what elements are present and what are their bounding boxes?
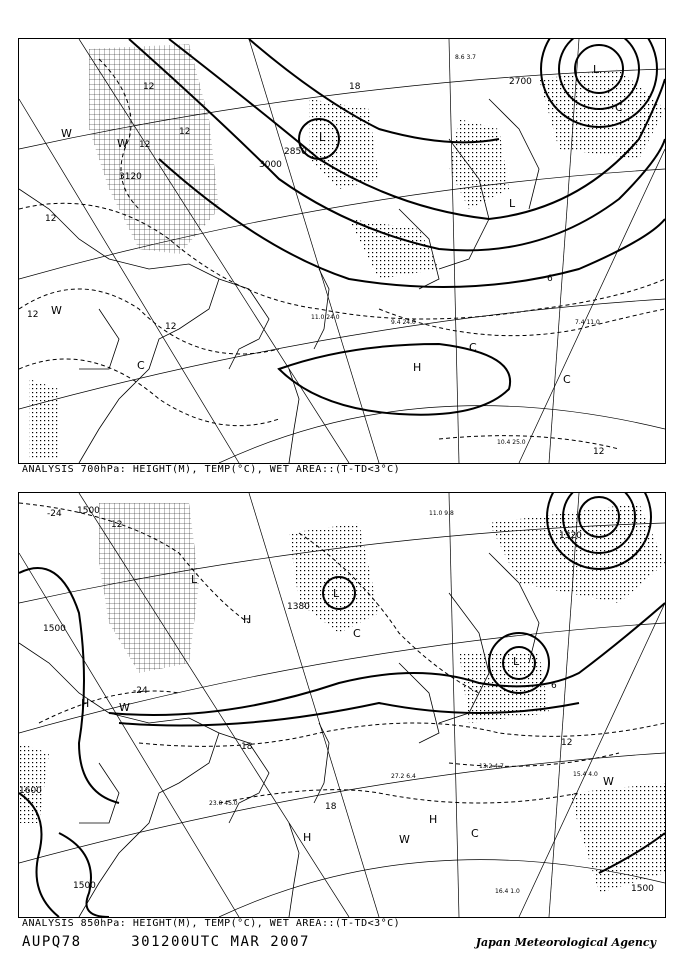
map-panel-850hpa	[18, 492, 666, 918]
chart-id: AUPQ78	[22, 934, 82, 950]
contour-label: 2700	[509, 77, 532, 87]
low-center: L	[191, 573, 198, 586]
contour-label: 1500	[73, 881, 96, 891]
high-center: H	[413, 361, 422, 374]
contour-label: 12	[143, 82, 155, 92]
warm-center: W	[117, 137, 128, 150]
contour-label: 6	[551, 681, 557, 691]
low-center: L	[509, 197, 516, 210]
contour-label: 18	[241, 742, 253, 752]
contour-label: 12	[45, 214, 57, 224]
map-700hpa-svg	[19, 39, 665, 463]
low-center: L	[513, 655, 520, 668]
low-center: L	[333, 587, 340, 600]
coastlines	[19, 553, 539, 917]
contour-label: 3000	[259, 160, 282, 170]
contour-label: 12	[165, 322, 177, 332]
agency-name: Japan Meteorological Agency	[475, 936, 656, 949]
contour-label: -24	[133, 686, 148, 696]
station-reading: 15.4 4.0	[573, 771, 598, 778]
warm-center: W	[61, 127, 72, 140]
station-reading: 10.4 25.0	[497, 439, 526, 446]
cold-center: C	[615, 101, 623, 114]
warm-center: W	[119, 701, 130, 714]
map-panel-700hpa	[18, 38, 666, 464]
contour-label: 1500	[77, 506, 100, 516]
cold-center: C	[563, 373, 571, 386]
low-center: L	[319, 131, 326, 144]
contour-label: 1320	[559, 531, 582, 541]
station-reading: 27.2 6.4	[391, 773, 416, 780]
contour-label: 1500	[43, 624, 66, 634]
high-center: H	[81, 697, 90, 710]
panel-caption-700hpa: ANALYSIS 700hPa: HEIGHT(M), TEMP(°C), WET AREA::(T-TD<3°C)	[22, 464, 401, 475]
contour-label: 3120	[119, 172, 142, 182]
panel-caption-850hpa: ANALYSIS 850hPa: HEIGHT(M), TEMP(°C), WET AREA::(T-TD<3°C)	[22, 918, 401, 929]
warm-center: W	[399, 833, 410, 846]
station-reading: 7.4 11.0	[575, 319, 600, 326]
contour-label: 1600	[19, 786, 42, 796]
cold-center: C	[137, 359, 145, 372]
cold-center: C	[471, 827, 479, 840]
station-reading: 11.0 9.8	[429, 510, 454, 517]
contour-label: 1380	[287, 602, 310, 612]
station-reading: 23.0 45.0	[209, 800, 238, 807]
station-reading: 8.6 3.7	[455, 54, 476, 61]
cold-center: C	[469, 341, 477, 354]
station-reading: 13.2 4.7	[479, 763, 504, 770]
high-center: H	[243, 613, 252, 626]
station-reading: 11.0 24.0	[311, 314, 340, 321]
high-center: H	[429, 813, 438, 826]
warm-center: W	[51, 304, 62, 317]
wet-area-shading	[19, 503, 665, 893]
contour-label: 1500	[631, 884, 654, 894]
cold-center: C	[353, 627, 361, 640]
station-reading: 9.4 24.0	[391, 319, 416, 326]
contour-label: 2850	[284, 147, 307, 157]
station-reading: 16.4 1.0	[495, 888, 520, 895]
valid-datetime: 301200UTC MAR 2007	[131, 934, 310, 950]
contour-label: 18	[349, 82, 361, 92]
low-center: L	[593, 63, 600, 76]
map-850hpa-svg	[19, 493, 665, 917]
contour-label: 12	[593, 447, 605, 457]
contour-label: 12	[27, 310, 39, 320]
contour-label: 12	[139, 140, 151, 150]
contour-label: 6	[547, 274, 553, 284]
warm-center: W	[603, 775, 614, 788]
high-center: H	[303, 831, 312, 844]
contour-label: 12	[561, 738, 573, 748]
contour-label: 18	[325, 802, 337, 812]
chart-footer	[22, 934, 310, 950]
contour-label: 12	[179, 127, 191, 137]
contour-label: -24	[47, 509, 62, 519]
contour-label: 12	[111, 520, 123, 530]
